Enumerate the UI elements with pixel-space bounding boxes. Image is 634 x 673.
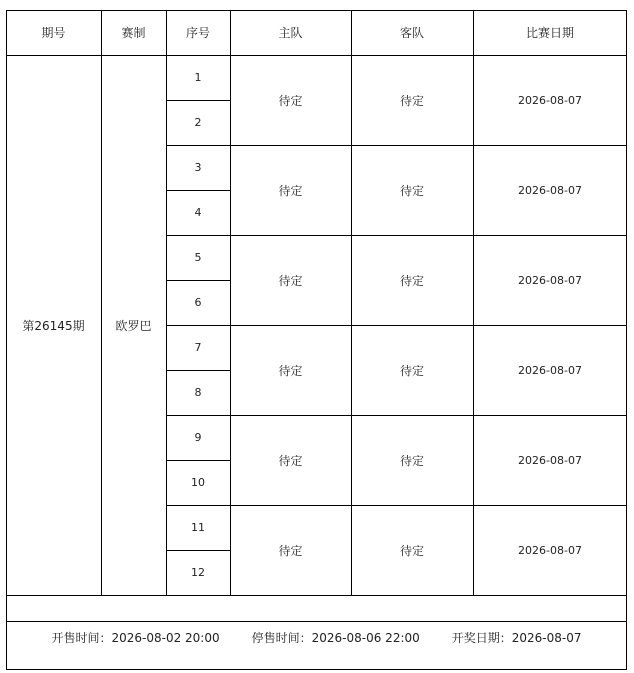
home-team: 待定	[278, 363, 303, 378]
seq-number: 12	[191, 566, 205, 579]
header-date: 比赛日期	[525, 26, 574, 40]
header-seq: 序号	[185, 26, 210, 40]
seq-number: 10	[191, 476, 205, 489]
col-divider-3	[230, 10, 231, 596]
match-date: 2026-08-07	[518, 183, 582, 197]
seq-number: 1	[194, 71, 202, 84]
row-divider	[166, 415, 627, 416]
home-team: 待定	[278, 453, 303, 468]
home-team: 待定	[278, 93, 303, 108]
row-divider	[166, 505, 627, 506]
header-format: 赛制	[121, 26, 146, 40]
seq-number: 8	[194, 386, 202, 399]
away-team: 待定	[399, 273, 424, 288]
issue-number: 第26145期	[22, 319, 85, 333]
seq-number: 6	[194, 296, 202, 309]
home-team: 待定	[278, 273, 303, 288]
col-divider-1	[101, 10, 102, 596]
seq-number: 2	[194, 116, 202, 129]
row-divider	[166, 145, 627, 146]
seq-divider	[166, 280, 230, 281]
home-team: 待定	[278, 183, 303, 198]
seq-divider	[166, 370, 230, 371]
header-divider	[6, 55, 627, 56]
match-date: 2026-08-07	[518, 453, 582, 467]
col-divider-5	[473, 10, 474, 596]
home-team: 待定	[278, 543, 303, 558]
away-team: 待定	[399, 543, 424, 558]
row-divider	[166, 325, 627, 326]
seq-number: 5	[194, 251, 202, 264]
header-away: 客队	[399, 26, 424, 40]
sale-end-time: 停售时间：2026-08-06 22:00	[251, 630, 420, 645]
row-divider	[166, 235, 627, 236]
seq-number: 3	[194, 161, 202, 174]
seq-divider	[166, 100, 230, 101]
sale-info	[6, 622, 627, 652]
match-date: 2026-08-07	[518, 543, 582, 557]
header-period: 期号	[41, 26, 66, 40]
col-divider-4	[351, 10, 352, 596]
seq-divider	[166, 550, 230, 551]
seq-divider	[166, 190, 230, 191]
header-home: 主队	[278, 26, 303, 40]
away-team: 待定	[399, 93, 424, 108]
match-date: 2026-08-07	[518, 273, 582, 287]
away-team: 待定	[399, 183, 424, 198]
seq-number: 9	[194, 431, 202, 444]
sale-start-time: 开售时间：2026-08-02 20:00	[51, 630, 220, 645]
draw-date: 开奖日期：2026-08-07	[451, 630, 582, 645]
seq-number: 4	[194, 206, 202, 219]
col-divider-2	[166, 10, 167, 596]
seq-divider	[166, 460, 230, 461]
match-date: 2026-08-07	[518, 363, 582, 377]
seq-number: 7	[194, 341, 202, 354]
match-date: 2026-08-07	[518, 93, 582, 107]
away-team: 待定	[399, 363, 424, 378]
empty-spacer-row	[6, 596, 627, 622]
away-team: 待定	[399, 453, 424, 468]
format-value: 欧罗巴	[115, 319, 152, 333]
seq-number: 11	[191, 521, 205, 534]
